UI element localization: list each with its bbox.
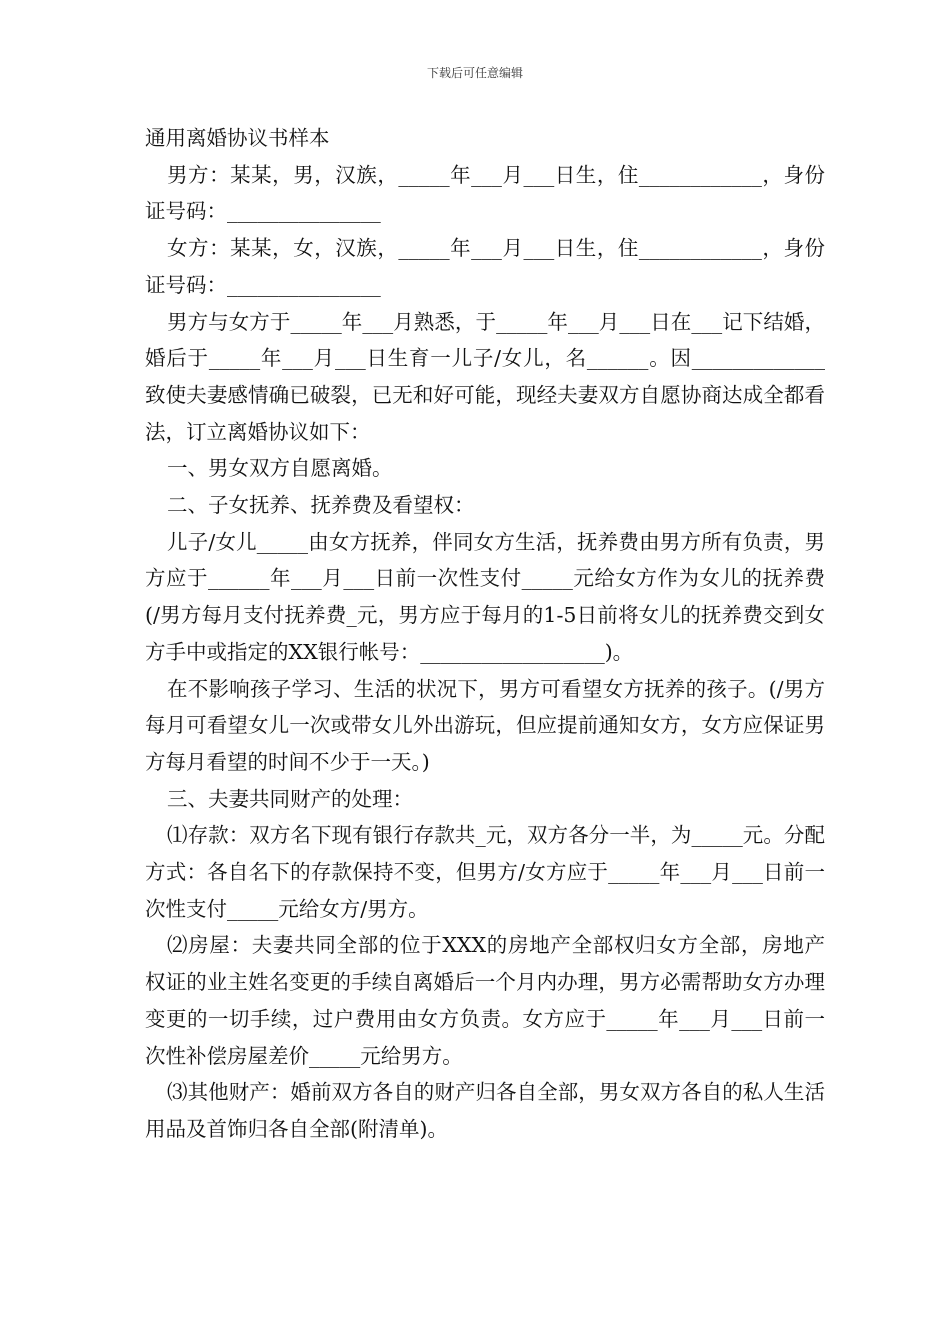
- paragraph-other-property: ⑶其他财产：婚前双方各自的财产归各自全部，男女双方各自的私人生活用品及首饰归各自全部(附清单)。: [145, 1080, 825, 1141]
- paragraph-savings: ⑴存款：双方名下现有银行存款共_元，双方各分一半，为_____元。分配方式：各自名下的存款保持不变，但男方/女方应于_____年___月___日前一次性支付_____元给女方/男方。: [145, 823, 825, 921]
- document-title: 通用离婚协议书样本: [145, 126, 330, 150]
- paragraph-marriage-background: 男方与女方于_____年___月熟悉，于_____年___月___日在___记下结婚，婚后于_____年___月___日生育一儿子/女儿，名______。因_____________致使夫妻感情确已破裂，已无和好可能，现经夫妻双方自愿协商达成全都看法，订立离婚协议如下：: [145, 309, 825, 444]
- paragraph-clause-2-heading: 二、子女抚养、抚养费及看望权：: [167, 493, 475, 518]
- paragraph-female-party: 女方：某某，女，汉族，_____年___月___日生，住____________，身份证号码：_______________: [145, 236, 825, 297]
- paragraph-visitation: 在不影响孩子学习、生活的状况下，男方可看望女方抚养的孩子。(/男方每月可看望女儿一次或带女儿外出游玩，但应提前通知女方，女方应保证男方每月看望的时间不少于一天。): [145, 676, 825, 774]
- paragraph-housing: ⑵房屋：夫妻共同全部的位于XXX的房地产全部权归女方全部，房地产权证的业主姓名变更的手续自离婚后一个月内办理，男方必需帮助女方办理变更的一切手续，过户费用由女方负责。女方应于_____年___月___日前一次性补偿房屋差价_____元给男方。: [145, 933, 825, 1068]
- paragraph-clause-3-heading: 三、夫妻共同财产的处理：: [167, 786, 413, 811]
- page-header: 下载后可任意编辑: [426, 66, 523, 80]
- paragraph-male-party: 男方：某某，男，汉族，_____年___月___日生，住____________，身份证号码：_______________: [145, 162, 825, 224]
- document-body: [145, 120, 825, 1148]
- paragraph-clause-1: 一、男女双方自愿离婚。: [167, 456, 393, 481]
- paragraph-child-custody: 儿子/女儿_____由女方抚养，伴同女方生活，抚养费由男方所有负责，男方应于______年___月___日前一次性支付_____元给女方作为女儿的抚养费(/男方每月支付抚养费_元，男方应于每月的1-5日前将女儿的抚养费交到女方手中或指定的XX银行帐号：__________________)。: [145, 529, 825, 664]
